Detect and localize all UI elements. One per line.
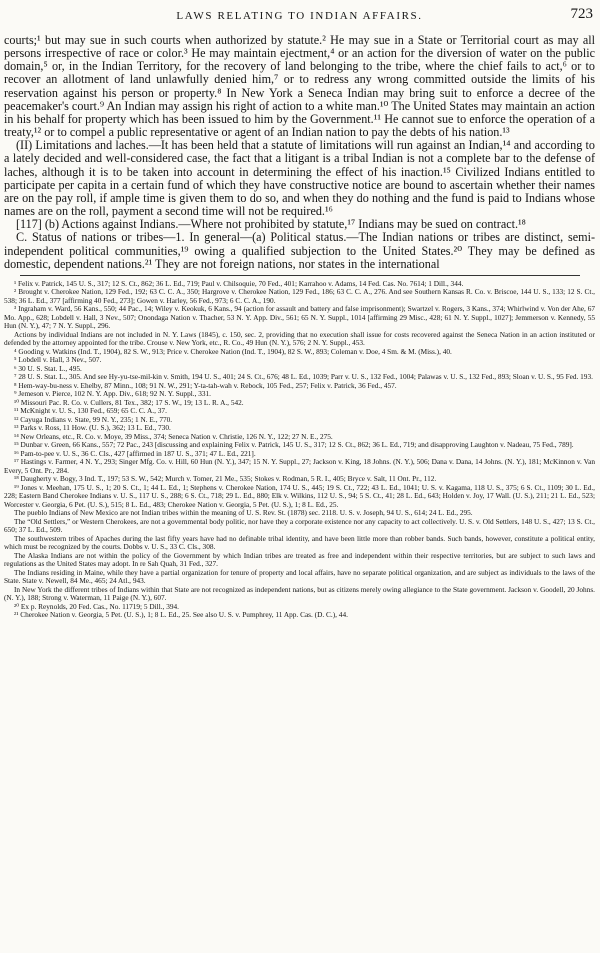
footnote: ¹⁶ Pam-to-pee v. U. S., 36 C. Cls., 427 [affirmed in 187 U. S., 371; 47 L. Ed., 221]. <box>14 448 256 458</box>
footnote: ²¹ Cherokee Nation v. Georgia, 5 Pet. (U. S.), 1; 8 L. Ed., 25. See also U. S. v. Pumphrey, 11 App. Cas. (D. C.), 44. <box>14 610 348 620</box>
footnote: ⁷ 28 U. S. Stat. L., 305. And see Hy-yu-tse-mil-kin v. Smith, 194 U. S., 401; 24 S. Ct., 676; 48 L. Ed., 1039; Parr v. U. S., 132 Fed., 1004; Palawas v. U. S., 132 Fed., 893; Sloan v. U. S., 95 Fed. 193. <box>14 372 593 382</box>
footnote: ¹⁰ Missouri Pac. R. Co. v. Cullers, 81 Tex., 382; 17 S. W., 19; 13 L. R. A., 542. <box>14 397 244 407</box>
footnote: ¹⁹ Jones v. Meehan, 175 U. S., 1; 20 S. Ct., 1; 44 L. Ed., 1; Stephens v. Cherokee Nation, 174 U. S., 445; 19 S. Ct., 722; 43 L. Ed., 1041; U. S. v. Kagama, 118 U. S., 375; 6 S. Ct., 1109; 30 L. Ed., 228; Eastern Band Cherokee Indians v. U. S., 117 U. S., 288; 6 S. Ct., 718; 29 L. Ed., 880; Elk v. Wilkins, 112 U. S., 94; 5 S. Ct., 41; 28 L. Ed., 643; Holden v. Joy, 17 Wall. (U. S.), 211; 21 L. Ed., 523; Worcester v. Georgia, 6 Pet. (U. S.), 515; 8 L. Ed., 483; Cherokee Nation v. Georgia, 5 Pet. (U. S.), 1; 8 L. Ed., 25. <box>4 482 595 509</box>
footnote: ⁸ Hem-way-bu-ness v. Ehelby, 87 Minn., 108; 91 N. W., 291; Y-ta-tah-wah v. Rebock, 105 Fed., 257; Felix v. Patrick, 36 Fed., 457. <box>14 380 397 390</box>
footnote: The “Old Settlers,” or Western Cherokees, are not a governmental body politic, nor have they a corporate existence nor any capacity to act collectively. U. S. v. Old Settlers, 148 U. S., 427; 13 S. Ct., 650; 37 L. Ed., 509. <box>4 516 595 535</box>
footnote: ⁵ Lobdell v. Hall, 3 Nev., 507. <box>14 355 102 365</box>
footnote: The pueblo Indians of New Mexico are not Indian tribes within the meaning of U. S. Rev. St. (1878) sec. 2118. U. S. v. Joseph, 94 U. S., 614; 24 L. Ed., 295. <box>14 508 473 518</box>
paragraph-actions-against: [117] (b) Actions against Indians.—Where not prohibited by statute,¹⁷ Indians may be sued on contract.¹⁸ <box>16 217 526 232</box>
paragraph-limitations: (II) Limitations and laches.—It has been held that a statute of limitations will run against an Indian,¹⁴ and according to a lately decided and well-considered case, the fact that a litigant is a tribal Indian is not a complete bar to the defense of laches, although it is to be taken into account in determining the effect of his inaction.¹⁵ Civilized Indians entitled to participate per capita in a certain fund of which they have constructive notice are bound to ascertain whether their names are on the pay roll, if ample time is given them to do so, and when they do nothing and the fund is paid to Indians whose names are on the roll, payment a second time will not be required.¹⁶ <box>4 138 595 219</box>
footnote: ³ Ingraham v. Ward, 56 Kans., 550; 44 Pac., 14; Wiley v. Keokuk, 6 Kans., 94 (action for assault and battery and false imprisonment); Swartzel v. Rogers, 3 Kans., 374; Whirlwind v. Von der Ahe, 67 Mo. App., 628; Lobdell v. Hall, 3 Nev., 507; Onondaga Nation v. Thacher, 53 N. Y. App. Div., 561; 65 N. Y. Suppl., 1014 [affirming 29 Misc., 428; 61 N. Y. Suppl., 1027]; Jemmerson v. Kennedy, 55 Hun (N. Y.), 47; 7 N. Y. Suppl., 296. <box>4 304 595 331</box>
footnote: ¹¹ McKnight v. U. S., 130 Fed., 659; 65 C. C. A., 37. <box>14 406 167 416</box>
footnote: ⁹ Jemeson v. Pierce, 102 N. Y. App. Div., 618; 92 N. Y. Suppl., 331. <box>14 389 211 399</box>
page-number: 723 <box>570 6 593 22</box>
paragraph-rights-to-sue: courts;¹ but may sue in such courts when authorized by statute.² He may sue in a State or Territorial court as may all persons irrespective of race or color.³ He may maintain ejectment,⁴ or an action for the diversion of water on the public domain,⁵ or, in the Indian Territory, for the recovery of land belonging to the tribe, where the chief fails to act,⁶ or to recover an allotment of land unlawfully denied him,⁷ or to redress any wrong committed outside the limits of his reservation against his person or property.⁸ In New York a Seneca Indian may bring suit to enforce a decree of the peacemaker's court.⁹ An Indian may assign his right of action to a white man.¹⁰ The United States may maintain an action in his behalf for property which has been issued to him by the Government.¹¹ He cannot sue to enforce the operation of a treaty,¹² or to compel a public representative or agent of an Indian nation to pay the debts of his nation.¹³ <box>4 33 595 140</box>
footnote: ¹⁷ Hastings v. Farmer, 4 N. Y., 293; Singer Mfg. Co. v. Hill, 60 Hun (N. Y.), 347; 15 N. Y. Suppl., 27; Jackson v. King, 18 Johns. (N. Y.), 506; Dana v. Dana, 14 Johns. (N. Y.), 181; McKinnon v. Van Every, 5 Ont. Pr., 284. <box>4 457 595 475</box>
footnote: ¹² Cayuga Indians v. State, 99 N. Y., 235; 1 N. E., 770. <box>14 414 173 424</box>
footnote: ¹⁵ Dunbar v. Green, 66 Kans., 557; 72 Pac., 243 [discussing and explaining Felix v. Patrick, 145 U. S., 317; 12 S. Ct., 862; 36 L. Ed., 719; and disapproving Laughton v. Nadeau, 75 Fed., 789]. <box>14 440 574 450</box>
document-page <box>4 0 595 953</box>
footnote: In New York the different tribes of Indians within that State are not recognized as independent nations, but as citizens merely owing allegiance to the State government. Jackson v. Goodell, 20 Johns. (N. Y.), 188; Strong v. Waterman, 11 Paige (N. Y.), 607. <box>4 584 595 603</box>
body-text <box>4 34 595 271</box>
footnote: ¹ Felix v. Patrick, 145 U. S., 317; 12 S. Ct., 862; 36 L. Ed., 719; Paul v. Chilsoquie, 70 Fed., 401; Karrahoo v. Adams, 14 Fed. Cas. No. 7614; 1 Dill., 344. <box>14 278 464 288</box>
footnote: Actions by individual Indians are not included in N. Y. Laws (1845), c. 150, sec. 2, providing that no execution shall issue for costs recovered against the Seneca Nation in an action instituted or defended by the attorney appointed for the tribe. Crouse v. New York, etc., R. Co., 49 Hun (N. Y.), 576; 2 N. Y. Suppl., 453. <box>4 329 595 348</box>
footnote: The Alaska Indians are not within the policy of the Government by which Indian tribes are treated as free and independent within their respective territories, but are subject to such laws and regulations as the United States may adopt. In re Sah Quah, 31 Fed., 327. <box>4 550 595 569</box>
footnote: The southwestern tribes of Apaches during the last fifty years have had no definable tribal identity, and have been little more than robber bands. Such bands, however, constitute a political entity, which must be recognized by the courts. Dobbs v. U. S., 33 C. Cls., 308. <box>4 533 595 552</box>
paragraph-status-of-nations: C. Status of nations or tribes—1. In general—(a) Political status.—The Indian nations or tribes are distinct, semi-independent political communities,¹⁹ owing a qualified subjection to the United States.²⁰ They may be defined as domestic, dependent nations.²¹ They are not foreign nations, nor states in the international <box>4 230 595 271</box>
footnote: ² Brought v. Cherokee Nation, 129 Fed., 192; 63 C. C. A., 350; Hargrove v. Cherokee Nation, 129 Fed., 186; 63 C. C. A., 276. And see Southern Kansas R. Co. v. Briscoe, 144 U. S., 133; 12 S. Ct., 538; 36 L. Ed., 377 [affirming 40 Fed., 273]; Gowen v. Harley, 56 Fed., 973; 6 C. C. A., 190. <box>4 287 595 305</box>
footnote: The Indians residing in Maine, while they have a partial organization for tenure of property and local affairs, have no separate political organization, and are subject as individuals to the laws of the State. State v. Newell, 84 Me., 465; 24 Atl., 943. <box>4 567 595 586</box>
running-head: LAWS RELATING TO INDIAN AFFAIRS. <box>176 10 423 22</box>
footnote: ¹⁴ New Orleans, etc., R. Co. v. Moye, 39 Miss., 374; Seneca Nation v. Christie, 126 N. Y., 122; 27 N. E., 275. <box>14 431 333 441</box>
footnote: ¹³ Parks v. Ross, 11 How. (U. S.), 362; 13 L. Ed., 730. <box>14 423 171 433</box>
footnote: ⁴ Gooding v. Watkins (Ind. T., 1904), 82 S. W., 913; Price v. Cherokee Nation (Ind. T., 1904), 82 S. W., 893; Coleman v. Doe, 4 Sm. & M. (Miss.), 40. <box>14 346 452 356</box>
footnote: ⁶ 30 U. S. Stat. L., 495. <box>14 363 82 373</box>
footnotes <box>4 280 595 620</box>
page-header <box>4 0 595 24</box>
footnote: ¹⁸ Daugherty v. Bogy, 3 Ind. T., 197; 53 S. W., 542; Murch v. Tomer, 21 Me., 535; Stokes v. Rodman, 5 R. I., 405; Bryce v. Salt, 11 Ont. Pr., 112. <box>14 474 437 484</box>
footnote: ²⁰ Ex p. Reynolds, 20 Fed. Cas., No. 11719; 5 Dill., 394. <box>14 601 179 611</box>
footnote-divider <box>20 275 580 276</box>
